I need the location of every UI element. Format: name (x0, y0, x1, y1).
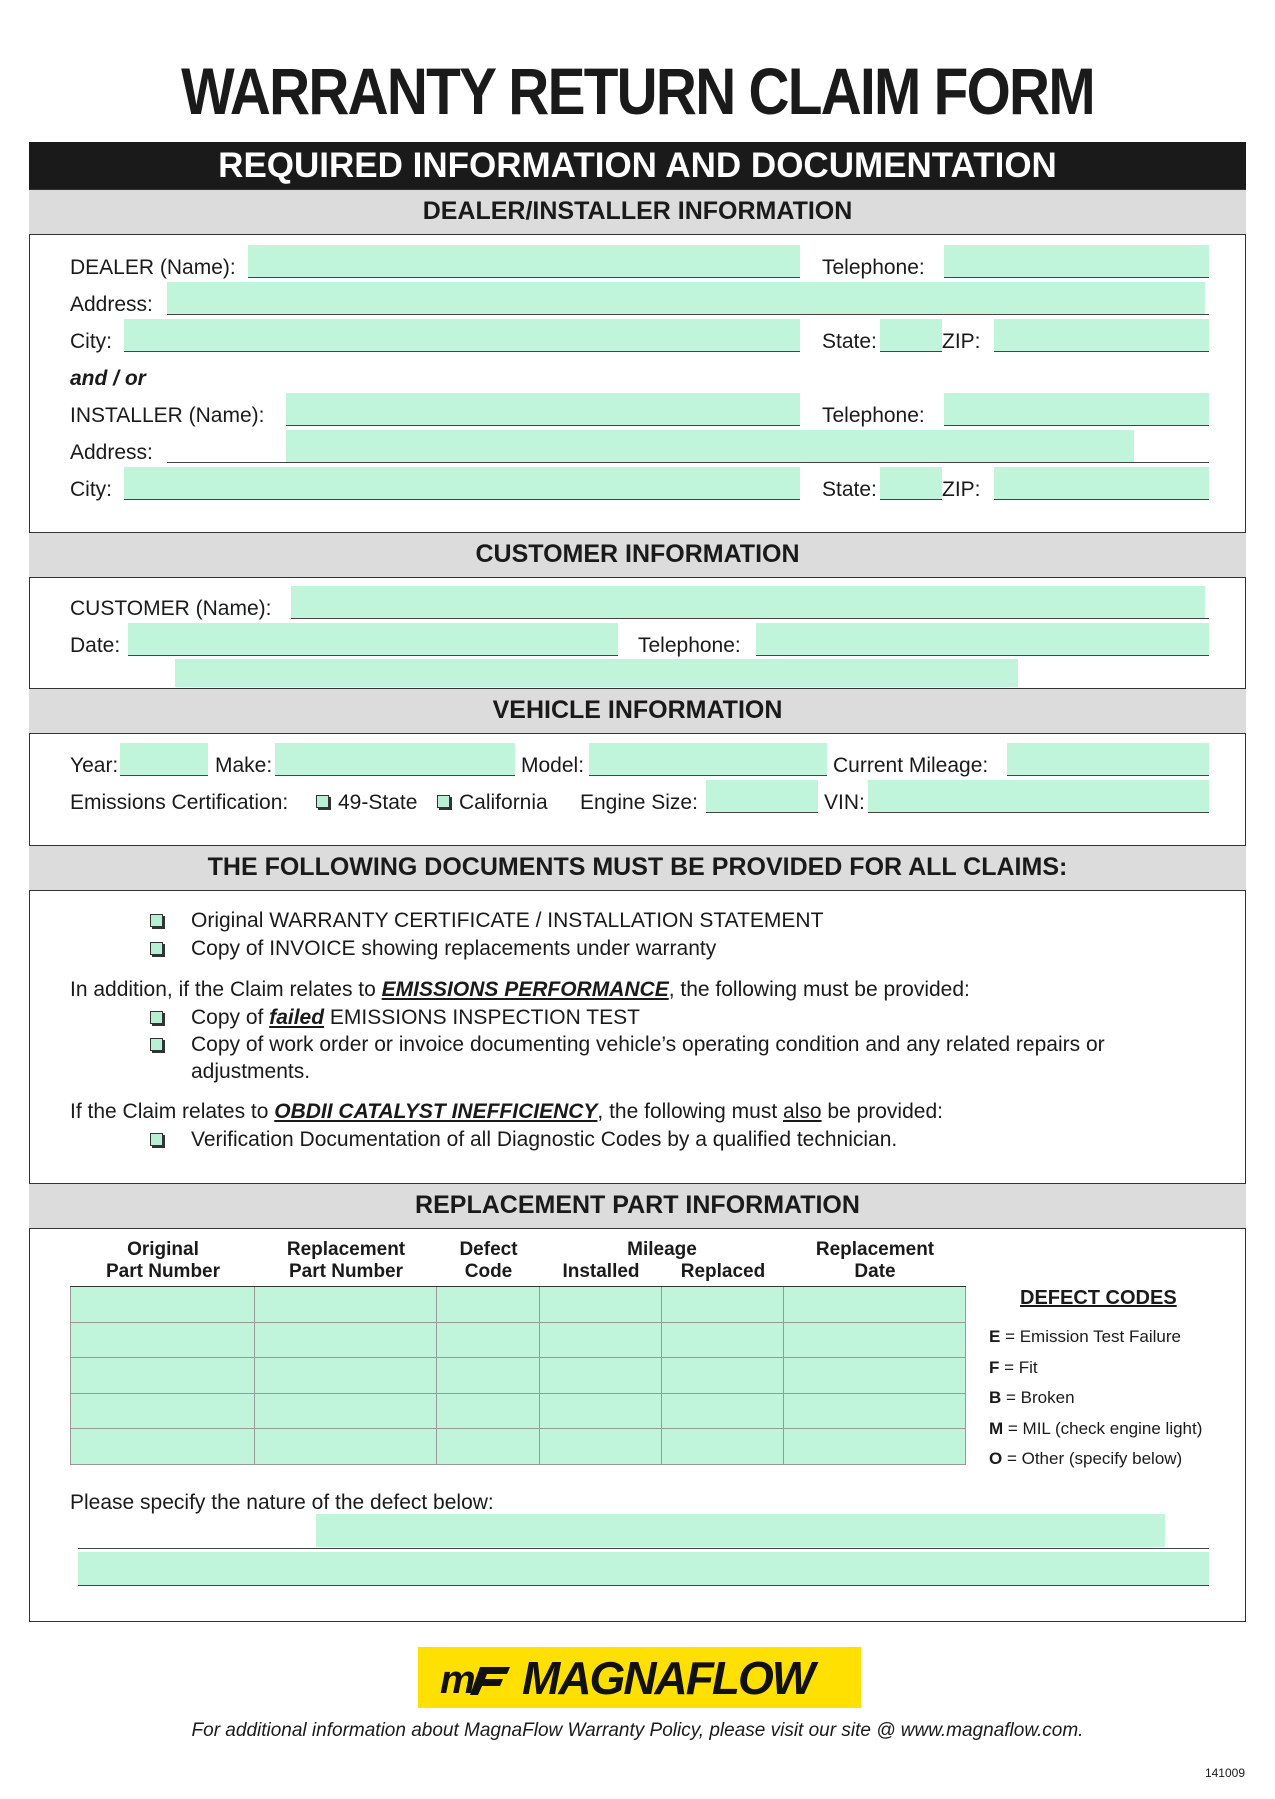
dealer-city-line (124, 351, 800, 352)
defect-code-letter: F (989, 1357, 1000, 1377)
doc1-label: Original WARRANTY CERTIFICATE / INSTALLATION STATEMENT (191, 909, 824, 932)
installer-address-label: Address: (70, 441, 153, 464)
defect-code-description: = MIL (check engine light) (1003, 1418, 1203, 1438)
customer-telephone-label: Telephone: (638, 634, 741, 657)
replacement-date-cell[interactable] (784, 1323, 966, 1359)
replacement-date-cell[interactable] (784, 1429, 966, 1465)
parts-section-heading: REPLACEMENT PART INFORMATION (29, 1183, 1246, 1229)
col-mileage: Mileage (627, 1239, 697, 1260)
required-info-banner: REQUIRED INFORMATION AND DOCUMENTATION (29, 142, 1246, 189)
installer-telephone-line (944, 425, 1209, 426)
dealer-address-line (167, 314, 1209, 315)
doc2-checkbox[interactable] (150, 942, 163, 955)
dealer-name-label: DEALER (Name): (70, 256, 236, 279)
installer-state-field[interactable] (880, 467, 942, 499)
defect-code-item (989, 1449, 1182, 1469)
col-replaced: Replaced (680, 1261, 766, 1282)
vehicle-section-heading: VEHICLE INFORMATION (29, 688, 1246, 734)
customer-extra-field[interactable] (175, 659, 1018, 687)
installer-city-line (124, 499, 800, 500)
doc5-label: Verification Documentation of all Diagnostic Codes by a qualified technician. (191, 1128, 898, 1151)
dealer-name-field[interactable] (248, 245, 800, 277)
mileage-replaced-cell[interactable] (662, 1358, 784, 1394)
installer-name-field[interactable] (286, 393, 800, 425)
engine-size-label: Engine Size: (580, 791, 698, 814)
california-label: California (459, 791, 548, 814)
mileage-installed-cell[interactable] (540, 1394, 662, 1430)
dealer-city-field[interactable] (124, 319, 800, 351)
vehicle-year-field[interactable] (120, 743, 208, 775)
col-replacement-date: Replacement Date (815, 1239, 935, 1282)
page-title: WARRANTY RETURN CLAIM FORM (181, 54, 1094, 128)
svg-text:m: m (440, 1658, 476, 1702)
defect-code-cell[interactable] (437, 1358, 540, 1394)
dealer-name-line (248, 277, 800, 278)
vin-label: VIN: (824, 791, 865, 814)
installer-name-label: INSTALLER (Name): (70, 404, 265, 427)
logo-wordmark: MAGNAFLOW (522, 1652, 814, 1704)
defect-code-description: = Other (specify below) (1002, 1449, 1183, 1468)
vehicle-model-field[interactable] (589, 743, 827, 775)
magnaflow-logo (418, 1647, 861, 1708)
mileage-installed-cell[interactable] (540, 1287, 662, 1323)
dealer-state-label: State: (822, 330, 877, 353)
dealer-telephone-line (944, 277, 1209, 278)
defect-description-field-2[interactable] (78, 1552, 1209, 1585)
customer-date-line (128, 655, 618, 656)
col-defect-code: Defect Code (459, 1239, 518, 1282)
original-part-cell[interactable] (70, 1429, 255, 1465)
doc2-label: Copy of INVOICE showing replacements under warranty (191, 937, 717, 960)
doc3-label: Copy of failed EMISSIONS INSPECTION TEST (191, 1006, 640, 1029)
replacement-part-cell[interactable] (255, 1287, 437, 1323)
vehicle-model-line (589, 775, 827, 776)
dealer-telephone-label: Telephone: (822, 256, 925, 279)
49-state-checkbox[interactable] (316, 795, 329, 808)
customer-name-field[interactable] (291, 586, 1205, 618)
defect-code-letter: B (989, 1388, 1002, 1407)
and-or-label: and / or (70, 367, 146, 390)
vehicle-mileage-line (1007, 775, 1209, 776)
defect-description-field-1[interactable] (316, 1514, 1165, 1547)
defect-code-cell[interactable] (437, 1323, 540, 1359)
original-part-cell[interactable] (70, 1287, 255, 1323)
mileage-replaced-cell[interactable] (662, 1287, 784, 1323)
footer-note: For additional information about MagnaFlow Warranty Policy, please visit our site @ www.magnaflow.com. (191, 1720, 1084, 1741)
installer-name-line (286, 425, 800, 426)
replacement-part-cell[interactable] (255, 1323, 437, 1359)
vin-line (868, 812, 1209, 813)
installer-zip-line (994, 499, 1209, 500)
vehicle-mileage-field[interactable] (1007, 743, 1209, 775)
vehicle-model-label: Model: (521, 754, 585, 777)
doc3-checkbox[interactable] (150, 1011, 163, 1024)
vehicle-make-field[interactable] (275, 743, 515, 775)
customer-name-line (291, 618, 1209, 619)
parts-table (70, 1286, 966, 1465)
vehicle-make-line (275, 775, 515, 776)
dealer-city-label: City: (70, 330, 112, 353)
doc4-label-line1: Copy of work order or invoice documenting vehicle’s operating condition and any related repairs or (191, 1033, 1105, 1056)
installer-state-label: State: (822, 478, 877, 501)
col-installed: Installed (562, 1261, 640, 1282)
replacement-part-cell[interactable] (255, 1394, 437, 1430)
replacement-part-cell[interactable] (255, 1429, 437, 1465)
original-part-cell[interactable] (70, 1323, 255, 1359)
obd-intro: If the Claim relates to OBDII CATALYST INEFFICIENCY, the following must also be provided: (70, 1100, 943, 1123)
dealer-section-heading: DEALER/INSTALLER INFORMATION (29, 189, 1246, 235)
customer-name-label: CUSTOMER (Name): (70, 597, 272, 620)
doc4-checkbox[interactable] (150, 1038, 163, 1051)
customer-telephone-line (756, 655, 1209, 656)
installer-city-label: City: (70, 478, 112, 501)
dealer-address-label: Address: (70, 293, 153, 316)
defect-code-description: = Fit (999, 1357, 1038, 1377)
doc4-label-line2: adjustments. (191, 1060, 311, 1083)
dealer-state-field[interactable] (880, 319, 942, 351)
mileage-replaced-cell[interactable] (662, 1429, 784, 1465)
dealer-state-line (880, 351, 942, 352)
installer-zip-field[interactable] (994, 467, 1209, 499)
defect-code-letter: M (989, 1418, 1004, 1438)
replacement-date-cell[interactable] (784, 1287, 966, 1323)
dealer-telephone-field[interactable] (944, 245, 1209, 277)
installer-city-field[interactable] (124, 467, 800, 499)
vehicle-make-label: Make: (215, 754, 273, 777)
mileage-replaced-cell[interactable] (662, 1394, 784, 1430)
col-original-part: Original Part Number (105, 1239, 221, 1282)
dealer-zip-line (994, 351, 1209, 352)
replacement-part-cell[interactable] (255, 1358, 437, 1394)
col-replacement-part: Replacement Part Number (286, 1239, 406, 1282)
defect-code-item (989, 1419, 1202, 1439)
emissions-intro: In addition, if the Claim relates to EMISSIONS PERFORMANCE, the following must be provided: (70, 978, 970, 1001)
installer-address-field[interactable] (286, 430, 1134, 462)
installer-telephone-label: Telephone: (822, 404, 925, 427)
mileage-replaced-cell[interactable] (662, 1323, 784, 1359)
defect-code-letter: O (989, 1449, 1003, 1468)
defect-code-cell[interactable] (437, 1287, 540, 1323)
defect-code-item (989, 1358, 1038, 1378)
form-code: 141009 (1204, 1766, 1245, 1780)
customer-telephone-field[interactable] (756, 623, 1209, 655)
defect-description-line-2 (78, 1585, 1209, 1586)
vin-field[interactable] (868, 780, 1209, 812)
california-checkbox[interactable] (437, 795, 450, 808)
defect-code-description: = Emission Test Failure (1000, 1327, 1181, 1346)
defect-code-cell[interactable] (437, 1429, 540, 1465)
installer-address-line (167, 462, 1209, 463)
dealer-zip-field[interactable] (994, 319, 1209, 351)
vehicle-mileage-label: Current Mileage: (833, 754, 989, 777)
defect-code-cell[interactable] (437, 1394, 540, 1430)
doc1-checkbox[interactable] (150, 914, 163, 927)
installer-zip-label: ZIP: (942, 478, 981, 501)
vehicle-year-line (120, 775, 208, 776)
engine-size-field[interactable] (706, 780, 818, 812)
replacement-date-cell[interactable] (784, 1394, 966, 1430)
defect-code-description: = Broken (1001, 1388, 1075, 1407)
dealer-address-field[interactable] (167, 282, 1205, 314)
defect-code-item (989, 1327, 1181, 1347)
defect-code-letter: E (989, 1327, 1001, 1346)
mileage-installed-cell[interactable] (540, 1358, 662, 1394)
defect-description-line-1 (78, 1548, 1209, 1549)
installer-telephone-field[interactable] (944, 393, 1209, 425)
engine-size-line (706, 812, 818, 813)
specify-defect-label: Please specify the nature of the defect below: (70, 1491, 494, 1514)
installer-state-line (880, 499, 942, 500)
original-part-cell[interactable] (70, 1394, 255, 1430)
doc5-checkbox[interactable] (150, 1133, 163, 1146)
49-state-label: 49-State (338, 791, 418, 814)
customer-date-label: Date: (70, 634, 121, 657)
customer-section-heading: CUSTOMER INFORMATION (29, 532, 1246, 578)
dealer-zip-label: ZIP: (942, 330, 981, 353)
defect-code-item (989, 1388, 1075, 1408)
documents-section-heading: THE FOLLOWING DOCUMENTS MUST BE PROVIDED FOR ALL CLAIMS: (29, 845, 1246, 891)
defect-codes-title: DEFECT CODES (1020, 1287, 1177, 1309)
emissions-cert-label: Emissions Certification: (70, 791, 289, 814)
vehicle-year-label: Year: (70, 754, 119, 777)
mileage-installed-cell[interactable] (540, 1429, 662, 1465)
replacement-date-cell[interactable] (784, 1358, 966, 1394)
mileage-installed-cell[interactable] (540, 1323, 662, 1359)
customer-date-field[interactable] (128, 623, 618, 655)
original-part-cell[interactable] (70, 1358, 255, 1394)
